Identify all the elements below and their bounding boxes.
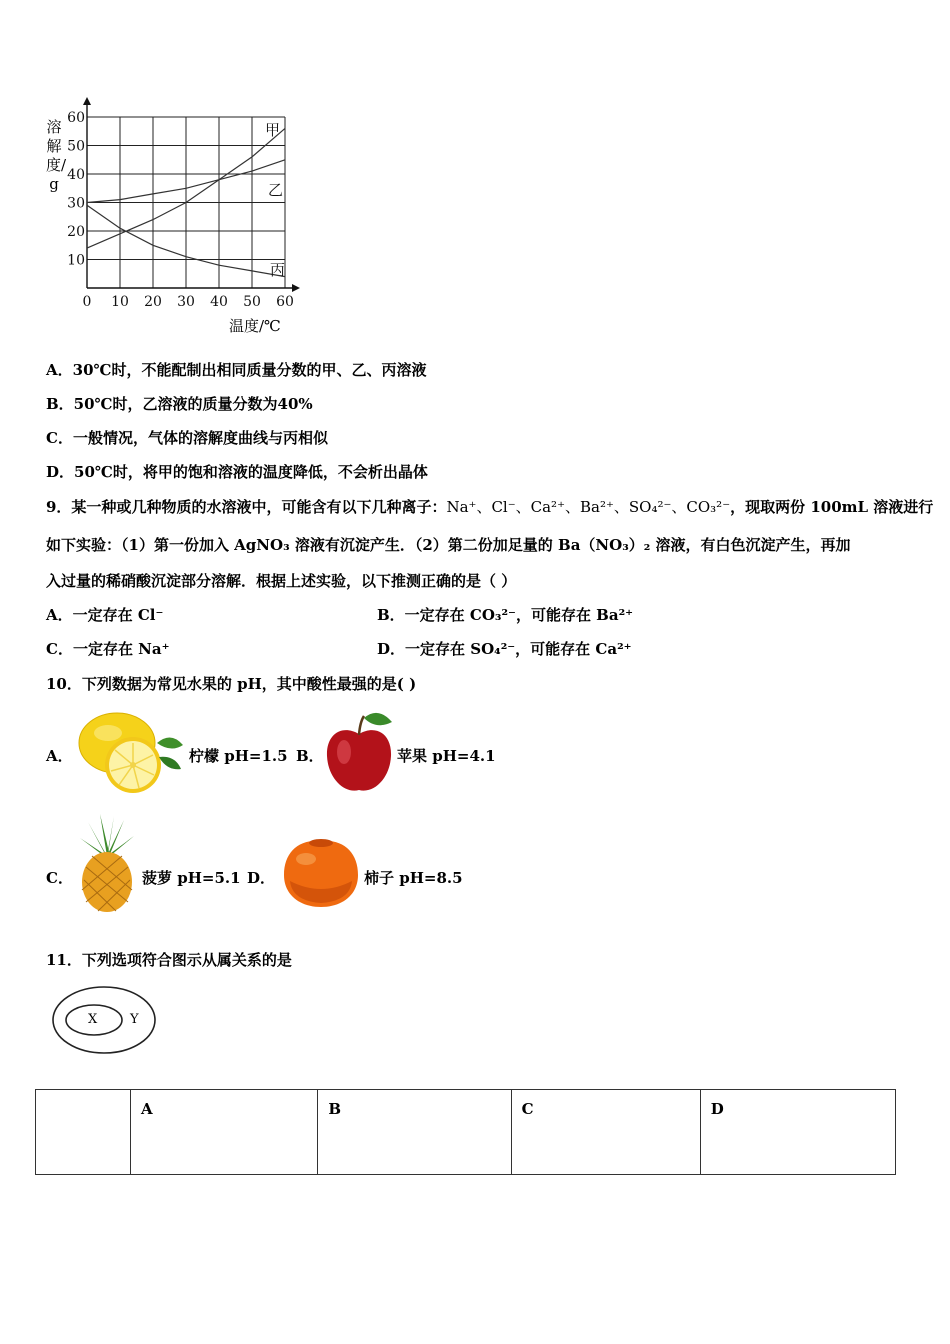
- x-tick-label: 0: [82, 294, 92, 310]
- table-header-d: D: [700, 1090, 895, 1175]
- persimmon-image: [280, 835, 362, 911]
- x-tick-label: 30: [177, 294, 195, 310]
- series-label-1: 甲: [265, 121, 281, 139]
- q8-option-b: B．50℃时，乙溶液的质量分数为40%: [46, 395, 313, 413]
- q10-c-letter: C．: [46, 869, 73, 887]
- q9-option-c: C．一定存在 Na⁺: [46, 640, 170, 658]
- x-tick-label: 60: [276, 294, 294, 310]
- table-header-b: B: [318, 1090, 511, 1175]
- q8-option-a: A．30℃时，不能配制出相同质量分数的甲、乙、丙溶液: [46, 361, 427, 379]
- q9-stem-pre: 9．某一种或几种物质的水溶液中，可能含有以下几种离子：: [46, 498, 447, 516]
- q9-option-b: B．一定存在 CO₃²⁻，可能存在 Ba²⁺: [377, 606, 634, 624]
- set-diagram: [50, 983, 162, 1057]
- y-tick-label: 50: [67, 138, 85, 155]
- set-y-label: Y: [130, 1012, 139, 1027]
- x-tick-label: 40: [210, 294, 228, 310]
- q11-stem: 11．下列选项符合图示从属关系的是: [46, 951, 292, 969]
- table-header-c: C: [511, 1090, 700, 1175]
- q10-c-label: 菠萝 pH=5.1: [142, 869, 241, 887]
- q10-b-label: 苹果 pH=4.1: [397, 747, 496, 765]
- solubility-chart: [40, 95, 310, 340]
- q9-stem-line2: 如下实验：（1）第一份加入 AgNO₃ 溶液有沉淀产生．（2）第二份加足量的 Ba（NO₃）₂ 溶液，有白色沉淀产生，再加: [46, 536, 851, 554]
- chart-ticks: [67, 110, 294, 310]
- table-cell-corner: [36, 1090, 131, 1175]
- q9-ions: Na⁺、Cl⁻、Ca²⁺、Ba²⁺、SO₄²⁻、CO₃²⁻: [446, 498, 731, 516]
- x-axis-arrow: [292, 284, 300, 292]
- q9-stem-line1: [46, 497, 933, 517]
- x-tick-label: 10: [111, 294, 129, 310]
- pineapple-image: [76, 812, 138, 914]
- y-axis-arrow: [83, 97, 91, 105]
- q8-option-c: C．一般情况，气体的溶解度曲线与丙相似: [46, 429, 328, 447]
- q9-stem-post: ，现取两份 100mL 溶液进行: [730, 498, 934, 516]
- chart-xlabel: 温度/℃: [229, 317, 281, 335]
- apple-image: [322, 708, 396, 796]
- q10-d-label: 柿子 pH=8.5: [364, 869, 463, 887]
- q10-b-letter: B．: [296, 747, 324, 765]
- q10-d-letter: D．: [247, 869, 276, 887]
- q8-option-d: D．50℃时，将甲的饱和溶液的温度降低，不会析出晶体: [46, 463, 428, 481]
- table-header-a: A: [131, 1090, 318, 1175]
- q9-stem-line3: 入过量的稀硝酸沉淀部分溶解．根据上述实验，以下推测正确的是（ ）: [46, 572, 517, 590]
- q10-stem: 10．下列数据为常见水果的 pH，其中酸性最强的是( ): [46, 675, 417, 693]
- q9-option-d: D．一定存在 SO₄²⁻，可能存在 Ca²⁺: [377, 640, 632, 658]
- x-tick-label: 20: [144, 294, 162, 310]
- series-label-3: 丙: [270, 261, 286, 279]
- q10-a-letter: A．: [46, 747, 73, 765]
- q9-option-a: A．一定存在 Cl⁻: [46, 606, 164, 624]
- lemon-image: [75, 705, 187, 797]
- set-x-label: X: [88, 1012, 98, 1027]
- y-tick-label: 10: [67, 252, 85, 269]
- y-tick-label: 40: [67, 167, 85, 183]
- table-row: [36, 1090, 896, 1175]
- series-label-2: 乙: [268, 181, 284, 199]
- chart-ylabel: 溶解度/g: [46, 118, 67, 193]
- y-tick-label: 30: [67, 195, 85, 212]
- q10-a-label: 柠檬 pH=1.5: [189, 747, 288, 765]
- answer-table: [35, 1089, 896, 1175]
- y-tick-label: 20: [67, 224, 85, 240]
- y-tick-label: 60: [67, 110, 85, 126]
- x-tick-label: 50: [243, 294, 261, 310]
